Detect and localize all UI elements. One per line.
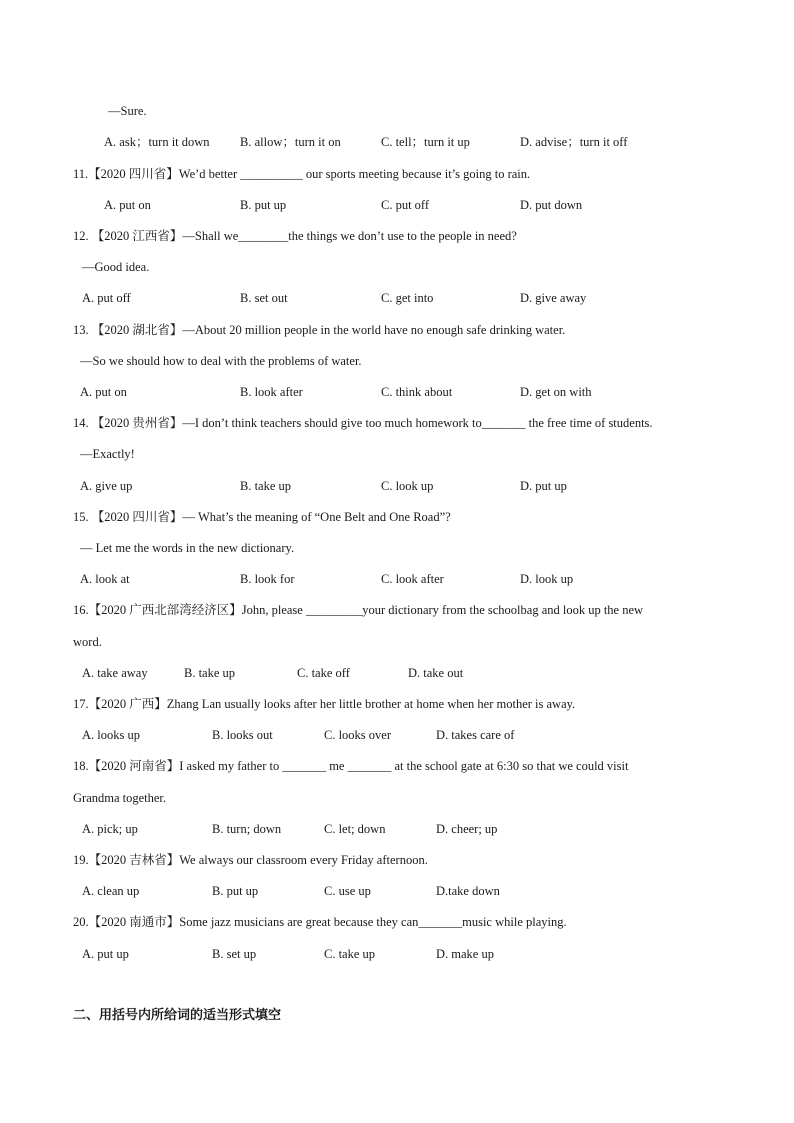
option-a: A. clean up (82, 884, 140, 898)
question-11: 11.【2020 四川省】We’d better __________ our sports meeting because it’s going to rain. (73, 167, 531, 181)
option-b: B. set up (212, 947, 257, 961)
question-14: 14. 【2020 贵州省】—I don’t think teachers should give too much homework to_______ the free time of students. (73, 416, 653, 430)
option-c: C. use up (324, 884, 371, 898)
option-c: C. let; down (324, 822, 386, 836)
question-16: 16.【2020 广西北部湾经济区】John, please _________your dictionary from the schoolbag and look up the new (73, 603, 644, 617)
section-title: 二、用括号内所给词的适当形式填空 (73, 1008, 282, 1023)
answer-line: —Exactly! (80, 447, 135, 461)
option-a: A. put on (104, 198, 151, 212)
option-a: A. put on (80, 385, 127, 399)
question-20: 20.【2020 南通市】Some jazz musicians are great because they can_______music while playing. (73, 915, 567, 929)
option-a: A. ask；turn it down (104, 135, 210, 149)
answer-line: —Sure. (108, 104, 147, 118)
option-d: D. make up (436, 947, 494, 961)
option-a: A. pick; up (82, 822, 138, 836)
option-d: D. give away (520, 291, 587, 305)
question-13: 13. 【2020 湖北省】—About 20 million people in the world have no enough safe drinking water. (73, 323, 566, 337)
option-c: C. take up (324, 947, 376, 961)
option-d: D. look up (520, 572, 574, 586)
option-b: B. set out (240, 291, 288, 305)
option-b: B. look after (240, 385, 303, 399)
answer-line: —So we should how to deal with the problems of water. (80, 354, 362, 368)
option-d: D. cheer; up (436, 822, 498, 836)
question-17: 17.【2020 广西】Zhang Lan usually looks after her little brother at home when her mother is away. (73, 697, 576, 711)
option-d: D. put up (520, 479, 567, 493)
question-18-cont: Grandma together. (73, 791, 167, 805)
option-b: B. take up (184, 666, 236, 680)
option-a: A. take away (82, 666, 148, 680)
option-d: D. put down (520, 198, 583, 212)
option-a: A. put up (82, 947, 129, 961)
option-c: C. put off (381, 198, 430, 212)
option-b: B. put up (212, 884, 259, 898)
option-b: B. look for (240, 572, 295, 586)
option-b: B. turn; down (212, 822, 282, 836)
question-19: 19.【2020 吉林省】We always our classroom every Friday afternoon. (73, 853, 428, 867)
question-15: 15. 【2020 四川省】— What’s the meaning of “One Belt and One Road”? (73, 510, 451, 524)
option-a: A. look at (80, 572, 130, 586)
question-16-cont: word. (73, 635, 102, 649)
option-c: C. think about (381, 385, 453, 399)
option-a: A. put off (82, 291, 131, 305)
option-b: B. allow；turn it on (240, 135, 341, 149)
answer-line: — Let me the words in the new dictionary. (80, 541, 295, 555)
option-d: D. takes care of (436, 728, 515, 742)
answer-line: —Good idea. (82, 260, 150, 274)
option-b: B. put up (240, 198, 287, 212)
option-b: B. take up (240, 479, 292, 493)
option-c: C. tell；turn it up (381, 135, 470, 149)
question-18: 18.【2020 河南省】I asked my father to _______ me _______ at the school gate at 6:30 so that we could visit (73, 759, 629, 773)
option-a: A. give up (80, 479, 133, 493)
option-c: C. take off (297, 666, 350, 680)
option-a: A. looks up (82, 728, 140, 742)
option-d: D. get on with (520, 385, 592, 399)
option-d: D.take down (436, 884, 500, 898)
question-12: 12. 【2020 江西省】—Shall we________the things we don’t use to the people in need? (73, 229, 517, 243)
option-d: D. take out (408, 666, 464, 680)
option-c: C. look after (381, 572, 444, 586)
option-b: B. looks out (212, 728, 273, 742)
option-d: D. advise；turn it off (520, 135, 628, 149)
option-c: C. looks over (324, 728, 392, 742)
option-c: C. get into (381, 291, 434, 305)
option-c: C. look up (381, 479, 434, 493)
